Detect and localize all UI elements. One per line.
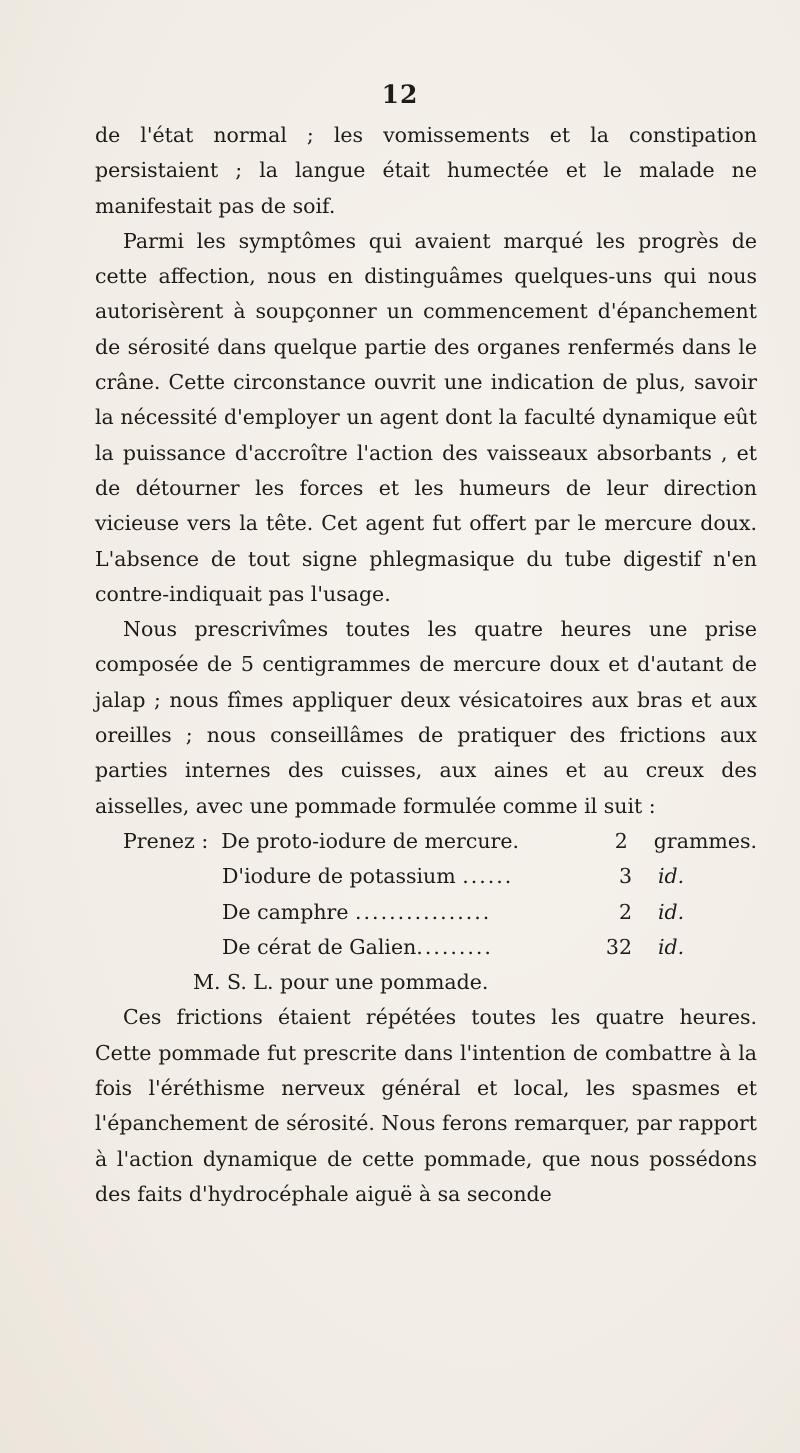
recipe-ingredient	[221, 824, 588, 859]
recipe-lead-spacer	[95, 930, 222, 965]
recipe-signature: M. S. L. pour une pommade.	[193, 970, 489, 995]
recipe-row	[95, 895, 757, 930]
recipe-signature-row	[95, 965, 757, 1000]
recipe-row	[95, 859, 757, 894]
recipe-block	[95, 824, 757, 1000]
recipe-unit: grammes.	[653, 828, 757, 853]
recipe-ingredient	[222, 930, 592, 965]
leader-dots: ................	[355, 899, 492, 924]
paragraph-frictions: Ces frictions étaient répétées toutes les quatre heures. Cette pommade fut prescrite dans l'intention de combattre à la fois l'éréthisme nerveux général et local, les spasmes et l'épanchement de sérosité. Nous ferons remarquer, par rapport à l'action dynamique de cette pommade, que nous possédons des faits d'hydrocéphale aiguë à sa seconde	[95, 1005, 757, 1206]
recipe-lead-spacer	[95, 895, 222, 930]
body-text	[95, 118, 757, 1212]
leader-dots: ......	[462, 864, 514, 889]
ingredient-name: De proto-iodure de mercure.	[221, 828, 519, 853]
recipe-lead-spacer	[95, 859, 222, 894]
recipe-row	[95, 930, 757, 965]
recipe-unit: id.	[658, 864, 685, 889]
ingredient-name: De camphre	[222, 899, 349, 924]
recipe-lead: Prenez :	[123, 828, 209, 853]
leader-dots: .........	[416, 934, 493, 959]
recipe-ingredient	[222, 895, 592, 930]
recipe-quantity: 2	[618, 899, 632, 924]
recipe-ingredient	[222, 859, 592, 894]
recipe-quantity: 2	[614, 828, 628, 853]
recipe-quantity: 3	[618, 864, 632, 889]
recipe-unit: id.	[658, 899, 685, 924]
page-number: 12	[381, 80, 419, 109]
ingredient-name: De cérat de Galien	[222, 934, 417, 959]
recipe-unit: id.	[658, 934, 685, 959]
paragraph-symptoms: Parmi les symptômes qui avaient marqué les progrès de cette affection, nous en distinguâmes quelques-uns qui nous autorisèrent à soupçonner un commencement d'épanchement de sérosité dans quelque partie des organes renfermés dans le crâne. Cette circonstance ouvrit une indication de plus, savoir la nécessité d'employer un agent dont la faculté dynamique eût la puissance d'accroître l'action des vaisseaux absorbants , et de détourner les forces et les humeurs de leur direction vicieuse vers la tête. Cet agent fut offert par le mercure doux. L'absence de tout signe phlegmasique du tube digestif n'en contre-indiquait pas l'usage.	[95, 228, 757, 606]
paragraph-continuation: de l'état normal ; les vomissements et la constipation persistaient ; la langue était humectée et le malade ne manifestait pas de soif.	[95, 123, 757, 218]
recipe-row	[95, 824, 757, 859]
ingredient-name: D'iodure de potassium	[222, 864, 456, 889]
paragraph-prescription: Nous prescrivîmes toutes les quatre heures une prise composée de 5 centigrammes de mercure doux et d'autant de jalap ; nous fîmes appliquer deux vésicatoires aux bras et aux oreilles ; nous conseillâmes de pratiquer des frictions aux parties internes des cuisses, aux aines et au creux des aisselles, avec une pommade formulée comme il suit :	[95, 617, 757, 818]
recipe-quantity: 32	[605, 934, 632, 959]
